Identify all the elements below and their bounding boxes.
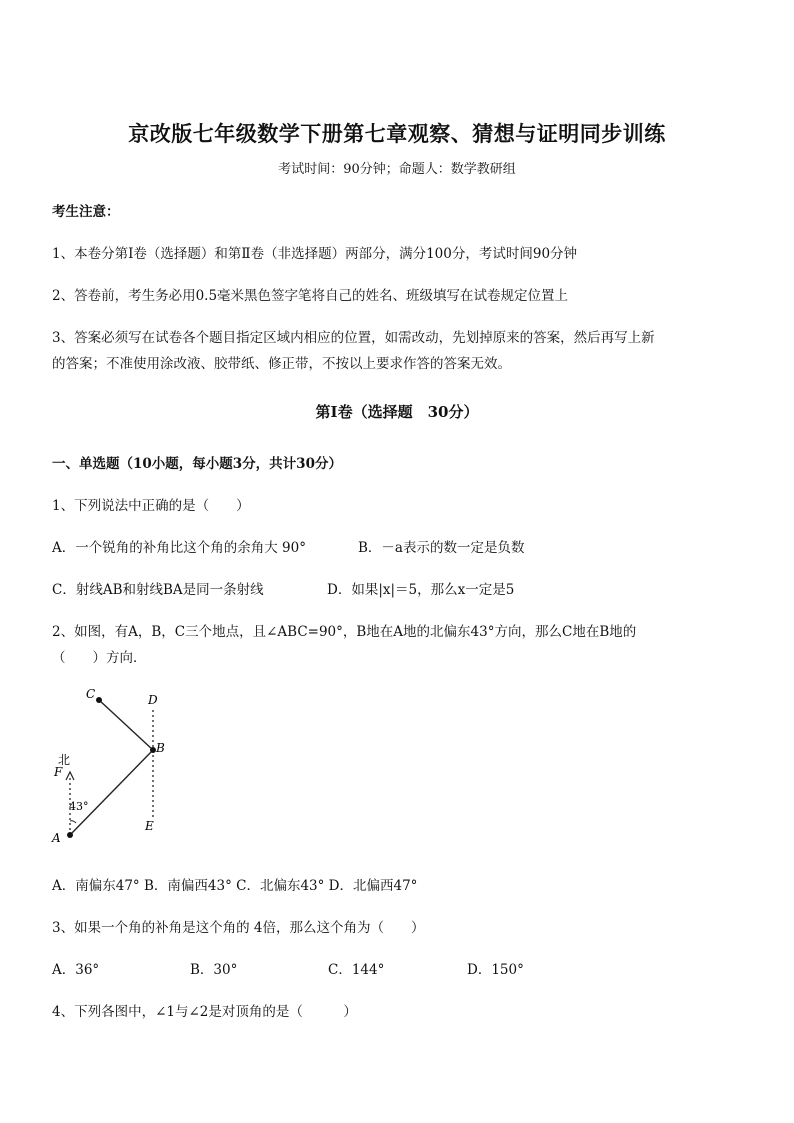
question-2-stem: 2、如图，有A，B，C三个地点，且∠ABC=90°，B地在A地的北偏东43°方向，那么C地在B地的 [52, 624, 637, 640]
question-3-stem: 3、如果一个角的补角是这个角的 4倍，那么这个角为（ ） [52, 920, 425, 936]
question-4-stem: 4、下列各图中，∠1与∠2是对顶角的是（ ） [52, 1004, 357, 1020]
label-b: B [156, 741, 165, 755]
question-2-stem-cont: （ ）方向． [52, 650, 147, 666]
label-f: F [54, 765, 63, 779]
label-d: D [148, 693, 158, 707]
point-c [96, 697, 102, 703]
question-1-stem: 1、下列说法中正确的是（ ） [52, 498, 250, 514]
question-1-option-d: D．如果|x|＝5，那么x一定是5 [327, 582, 515, 598]
notice-item-3: 3、答案必须写在试卷各个题目指定区域内相应的位置，如需改动，先划掉原来的答案，然后再写上新 [52, 330, 655, 346]
question-3-option-a: A．36° [52, 962, 100, 978]
page-title: 京改版七年级数学下册第七章观察、猜想与证明同步训练 [128, 121, 666, 146]
label-c: C [86, 687, 96, 701]
question-1-option-b: B．－a表示的数一定是负数 [358, 540, 525, 556]
question-3-option-c: C．144° [328, 962, 385, 978]
label-north: 北 [58, 753, 71, 767]
label-angle: 43° [69, 800, 89, 813]
angle-arc [70, 821, 76, 823]
question-3-option-b: B．30° [190, 962, 238, 978]
question-2-options: A．南偏东47° B．南偏西43° C．北偏东43° D．北偏西47° [52, 878, 418, 894]
question-2-figure [48, 680, 188, 860]
label-a: A [52, 831, 61, 845]
question-3-option-d: D．150° [467, 962, 524, 978]
part-heading: 一、单选题（10小题，每小题3分，共计30分） [52, 456, 342, 472]
notice-heading: 考生注意： [52, 204, 120, 220]
section-title: 第Ⅰ卷（选择题 30分） [315, 403, 479, 421]
segment-ab [70, 750, 153, 835]
segment-cb [99, 700, 153, 750]
question-1-option-a: A．一个锐角的补角比这个角的余角大 90° [52, 540, 306, 556]
point-a [67, 832, 73, 838]
notice-item-3-cont: 的答案；不准使用涂改液、胶带纸、修正带，不按以上要求作答的答案无效。 [52, 356, 511, 372]
notice-item-2: 2、答卷前，考生务必用0.5毫米黑色签字笔将自己的姓名、班级填写在试卷规定位置上 [52, 288, 569, 304]
label-e: E [145, 819, 154, 833]
question-1-option-c: C．射线AB和射线BA是同一条射线 [52, 582, 264, 598]
exam-info: 考试时间：90分钟；命题人：数学教研组 [278, 162, 516, 177]
notice-item-1: 1、本卷分第Ⅰ卷（选择题）和第Ⅱ卷（非选择题）两部分，满分100分，考试时间90分钟 [52, 246, 578, 262]
